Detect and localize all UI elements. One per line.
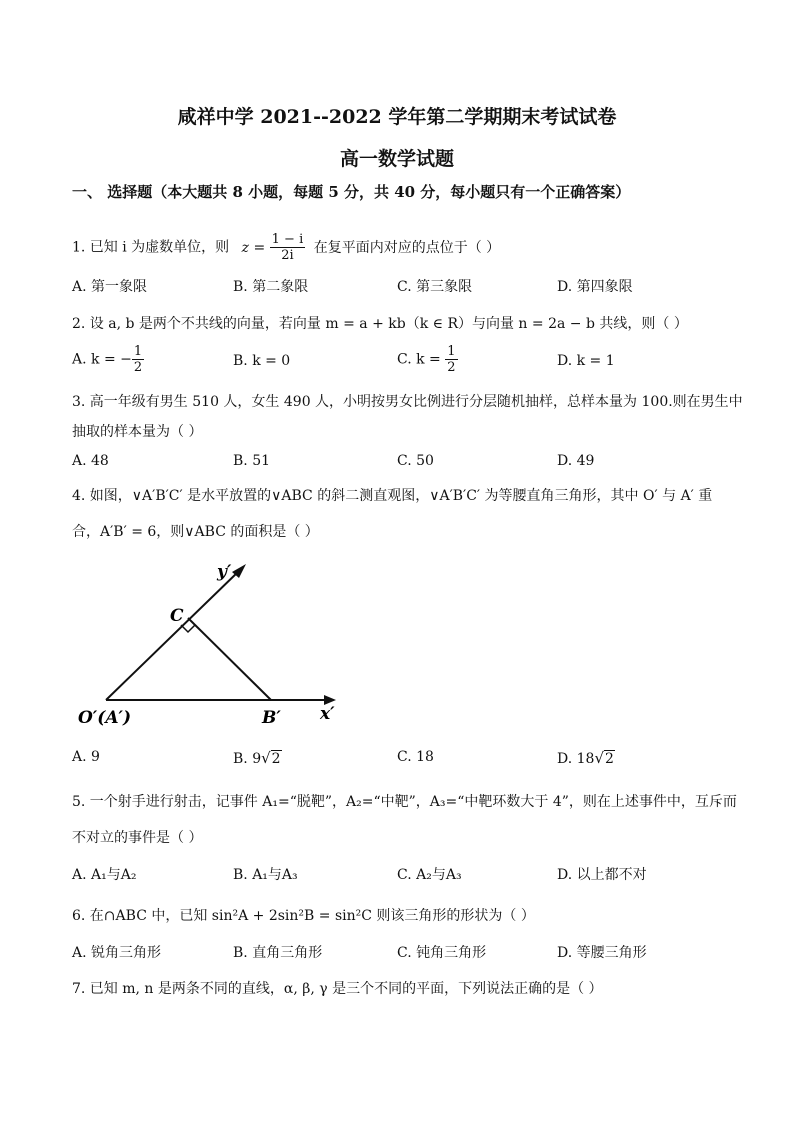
label-x: x′ <box>320 704 335 724</box>
q2-c-den: 2 <box>447 360 456 375</box>
question-4-line2: 合，A′B′ = 6，则∨ABC 的面积是（ ） <box>72 524 319 540</box>
label-y: y′ <box>217 562 232 582</box>
q2-a-fraction <box>132 344 144 375</box>
exam-title: 咸祥中学 2021--2022 学年第二学期期末考试试卷 <box>177 106 617 128</box>
y-axis-line <box>106 570 240 700</box>
q6-option-a: A. 锐角三角形 <box>72 945 162 961</box>
q4-option-d <box>557 749 615 767</box>
q4-b-text: B. 9 <box>233 751 262 767</box>
q4-d-text: D. 18 <box>557 751 595 767</box>
question-7: 7. 已知 m, n 是两条不同的直线，α, β, γ 是三个不同的平面，下列说法正确的是（ ） <box>72 981 603 997</box>
q5-option-c: C. A₂与A₃ <box>397 867 462 883</box>
q4-d-radicand: 2 <box>605 751 614 767</box>
q1-fraction <box>270 232 306 263</box>
q5-option-b: B. A₁与A₃ <box>233 867 298 883</box>
question-6: 6. 在∩ABC 中，已知 sin²A + 2sin²B = sin²C 则该三角形的形状为（ ） <box>72 908 535 924</box>
right-angle-mark <box>181 625 195 632</box>
section-heading: 一、 选择题（本大题共 8 小题，每题 5 分，共 40 分，每小题只有一个正确答案） <box>72 183 631 201</box>
label-b: B′ <box>262 708 281 728</box>
question-3-line2: 抽取的样本量为（ ） <box>72 424 203 440</box>
q1-num: 1 − i <box>271 232 304 247</box>
label-c: C <box>170 606 184 626</box>
sqrt-sign-b: √ <box>261 749 271 767</box>
label-origin: O′(A′) <box>78 708 132 728</box>
q4-figure <box>70 555 370 735</box>
q6-option-d: D. 等腰三角形 <box>557 945 647 961</box>
q2-option-c <box>397 344 458 375</box>
q2-a-num: 1 <box>133 344 143 359</box>
q1-prefix: 1. 已知 i 为虚数单位，则 <box>72 239 230 256</box>
q2-a-den: 2 <box>133 360 143 375</box>
q1-z-eq: z = <box>241 239 266 256</box>
question-5-line1: 5. 一个射手进行射击，记事件 A₁=“脱靶”，A₂=“中靶”，A₃=“中靶环数大于 4”，则在上述事件中，互斥而 <box>72 794 737 810</box>
sqrt-sign-d: √ <box>594 749 605 767</box>
q6-option-b: B. 直角三角形 <box>233 945 323 961</box>
q4-option-c: C. 18 <box>397 749 434 765</box>
q2-c-num: 1 <box>447 344 456 359</box>
q2-c-text: C. k = <box>397 351 446 368</box>
q5-option-a: A. A₁与A₂ <box>72 867 137 883</box>
q3-option-a: A. 48 <box>72 453 109 469</box>
question-5-line2: 不对立的事件是（ ） <box>72 830 203 846</box>
q6-option-c: C. 钝角三角形 <box>397 945 487 961</box>
q2-option-a <box>72 344 144 375</box>
question-3-line1: 3. 高一年级有男生 510 人，女生 490 人，小明按男女比例进行分层随机抽样，总样本量为 100.则在男生中 <box>72 394 743 410</box>
q1-option-b: B. 第二象限 <box>233 279 309 295</box>
q4-b-radicand: 2 <box>271 751 281 767</box>
q3-option-c: C. 50 <box>397 453 434 469</box>
question-2: 2. 设 a, b 是两个不共线的向量，若向量 m = a + kb（k ∈ R）与向量 n = 2a − b 共线，则（ ） <box>72 316 688 332</box>
q2-a-text: A. k = − <box>72 351 132 368</box>
q1-den: 2i <box>281 248 294 263</box>
q3-option-d: D. 49 <box>557 453 595 469</box>
q2-option-b: B. k = 0 <box>233 353 291 369</box>
q2-c-fraction <box>445 344 457 375</box>
q1-option-c: C. 第三象限 <box>397 279 473 295</box>
question-4-line1: 4. 如图，∨A′B′C′ 是水平放置的∨ABC 的斜二测直观图，∨A′B′C′ 为等腰直角三角形，其中 O′ 与 A′ 重 <box>72 488 713 504</box>
question-1 <box>72 232 500 263</box>
side-bc <box>188 618 271 700</box>
q1-suffix: 在复平面内对应的点位于（ ） <box>313 239 501 256</box>
q1-option-a: A. 第一象限 <box>72 279 148 295</box>
q2-option-d: D. k = 1 <box>557 353 615 369</box>
q4-option-a: A. 9 <box>72 749 100 765</box>
q5-option-d: D. 以上都不对 <box>557 867 647 883</box>
q3-option-b: B. 51 <box>233 453 271 469</box>
exam-subtitle: 高一数学试题 <box>339 148 454 170</box>
q4-option-b <box>233 749 282 767</box>
q1-option-d: D. 第四象限 <box>557 279 633 295</box>
